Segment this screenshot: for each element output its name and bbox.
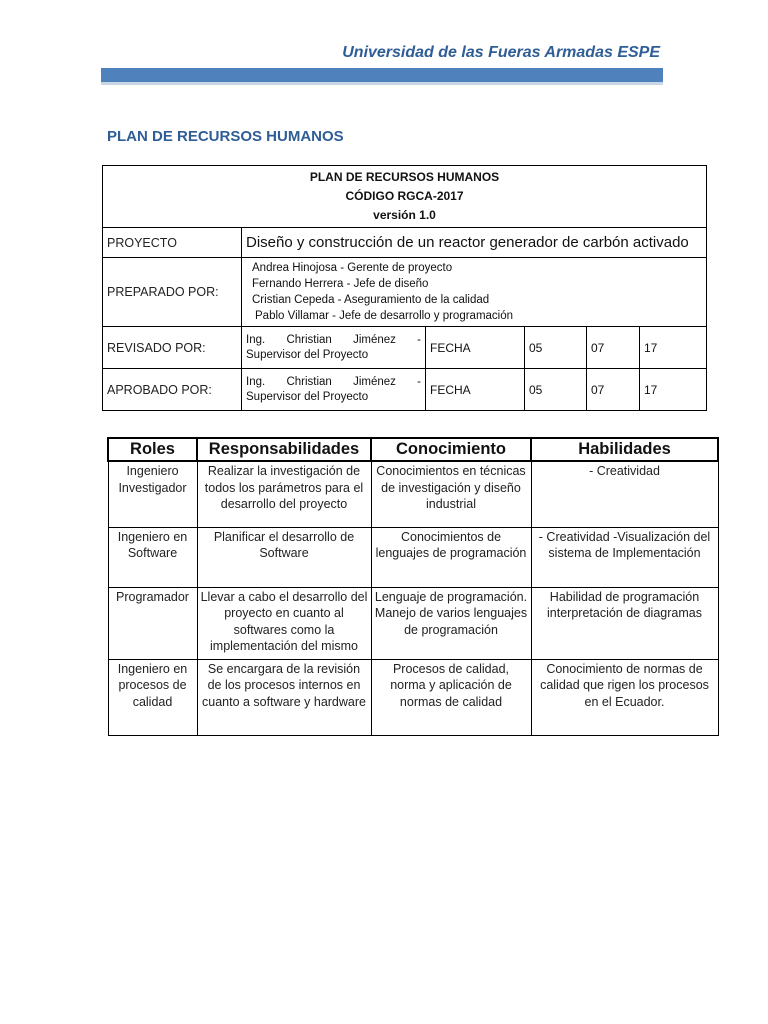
table-row xyxy=(108,659,718,735)
table-row xyxy=(108,461,718,527)
table-row xyxy=(108,527,718,587)
reviewer-name: Ing. Christian Jiménez - xyxy=(246,333,421,346)
reviewer-role: Supervisor del Proyecto xyxy=(246,348,369,361)
table-row xyxy=(108,587,718,659)
reviewed-date-month: 07 xyxy=(587,327,640,369)
skills-cell: - Creatividad -Visualización del sistema de Implementación xyxy=(531,527,718,587)
roles-table xyxy=(107,437,719,736)
column-header-skills: Habilidades xyxy=(531,438,718,461)
approved-by xyxy=(242,369,426,411)
role-cell: Ingeniero Investigador xyxy=(108,461,197,527)
role-cell: Ingeniero en procesos de calidad xyxy=(108,659,197,735)
project-value: Diseño y construcción de un reactor generador de carbón activado xyxy=(242,228,707,258)
approved-date-month: 07 xyxy=(587,369,640,411)
prepared-by-list xyxy=(242,258,707,327)
column-header-knowledge: Conocimiento xyxy=(371,438,531,461)
university-header: Universidad de las Fueras Armadas ESPE xyxy=(342,44,660,61)
knowledge-cell: Procesos de calidad, norma y aplicación de normas de calidad xyxy=(371,659,531,735)
reviewed-date-day: 05 xyxy=(525,327,587,369)
role-cell: Ingeniero en Software xyxy=(108,527,197,587)
skills-cell: Conocimiento de normas de calidad que rigen los procesos en el Ecuador. xyxy=(531,659,718,735)
knowledge-cell: Conocimientos de lenguajes de programación xyxy=(371,527,531,587)
approved-date-year: 17 xyxy=(640,369,707,411)
reviewed-label: REVISADO POR: xyxy=(103,327,242,369)
responsibility-cell: Realizar la investigación de todos los parámetros para el desarrollo del proyecto xyxy=(197,461,371,527)
heading-title: PLAN DE RECURSOS HUMANOS xyxy=(309,170,500,184)
header-bar xyxy=(101,68,663,85)
approver-name: Ing. Christian Jiménez - xyxy=(246,375,421,388)
prepared-person: Cristian Cepeda - Aseguramiento de la calidad xyxy=(252,294,490,306)
prepared-person: Andrea Hinojosa - Gerente de proyecto xyxy=(252,262,453,274)
reviewed-date-label: FECHA xyxy=(426,327,525,369)
section-title: PLAN DE RECURSOS HUMANOS xyxy=(107,128,344,145)
prepared-person: Fernando Herrera - Jefe de diseño xyxy=(252,278,429,290)
reviewed-date-year: 17 xyxy=(640,327,707,369)
prepared-label: PREPARADO POR: xyxy=(103,258,242,327)
heading-code: CÓDIGO RGCA-2017 xyxy=(345,189,464,203)
knowledge-cell: Conocimientos en técnicas de investigación y diseño industrial xyxy=(371,461,531,527)
approved-date-label: FECHA xyxy=(426,369,525,411)
prepared-person: Pablo Villamar - Jefe de desarrollo y programación xyxy=(255,310,514,322)
metadata-heading xyxy=(103,166,707,228)
heading-version: versión 1.0 xyxy=(373,208,436,222)
skills-cell: - Creatividad xyxy=(531,461,718,527)
responsibility-cell: Llevar a cabo el desarrollo del proyecto en cuanto al softwares como la implementación del mismo xyxy=(197,587,371,659)
reviewed-by xyxy=(242,327,426,369)
approver-role: Supervisor del Proyecto xyxy=(246,390,369,403)
knowledge-cell: Lenguaje de programación. Manejo de varios lenguajes de programación xyxy=(371,587,531,659)
project-label: PROYECTO xyxy=(103,228,242,258)
approved-date-day: 05 xyxy=(525,369,587,411)
document-metadata-table xyxy=(102,165,707,411)
responsibility-cell: Se encargara de la revisión de los procesos internos en cuanto a software y hardware xyxy=(197,659,371,735)
role-cell: Programador xyxy=(108,587,197,659)
column-header-responsibilities: Responsabilidades xyxy=(197,438,371,461)
approved-label: APROBADO POR: xyxy=(103,369,242,411)
skills-cell: Habilidad de programación interpretación de diagramas xyxy=(531,587,718,659)
column-header-roles: Roles xyxy=(108,438,197,461)
responsibility-cell: Planificar el desarrollo de Software xyxy=(197,527,371,587)
